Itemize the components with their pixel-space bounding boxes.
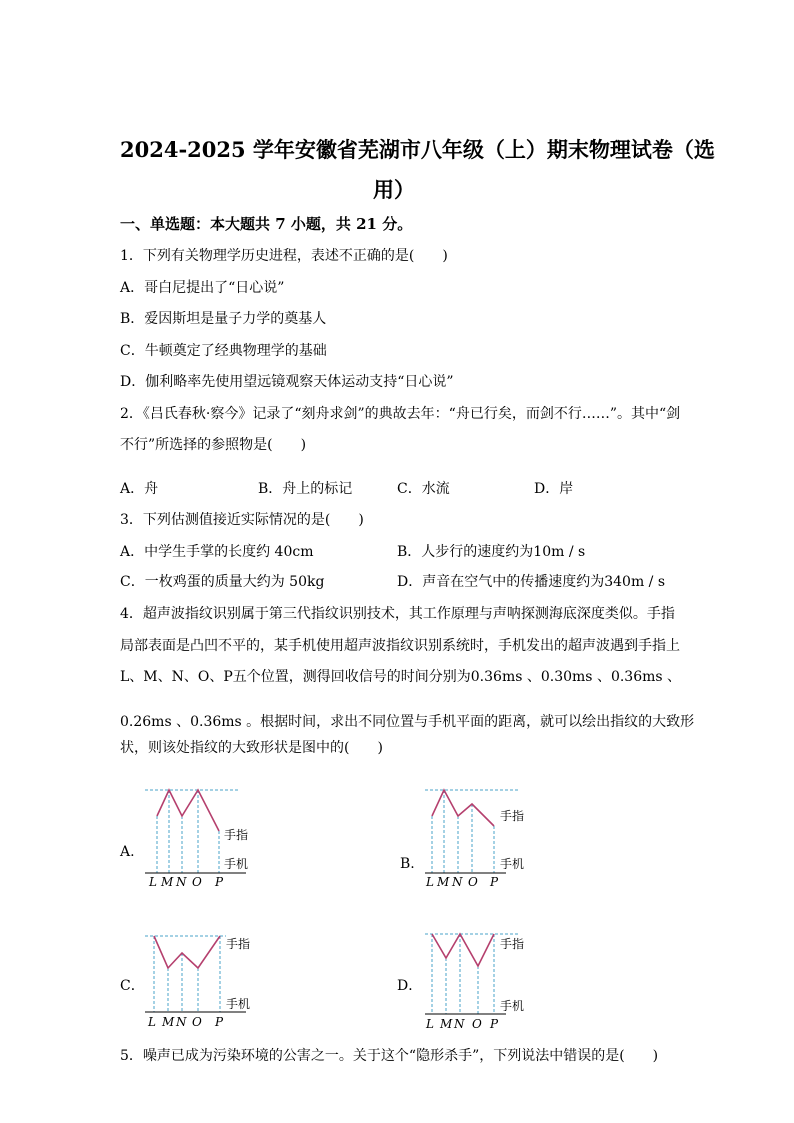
phone-label: 手机 [224,857,249,871]
q2-stem-line1: 2．《吕氏春秋·察今》记录了“刻舟求剑”的典故去年：“舟已行矣，而剑不行……”。其中“剑 [120,406,681,422]
pt-o: O [192,875,202,889]
q3-option-c: C．一枚鸡蛋的质量大约为 50kg [120,574,325,590]
section-heading: 一、单选题：本大题共 7 小题，共 21 分。 [120,215,413,233]
finger-label: 手指 [226,937,251,951]
q1-option-c: C．牛顿奠定了经典物理学的基础 [120,343,327,359]
q1-option-b: B．爱因斯坦是量子力学的奠基人 [120,311,327,327]
q2-stem-line2: 不行”所选择的参照物是( ) [120,437,307,453]
q4-option-a-label: A. [120,844,135,860]
pt-n: N [452,875,463,889]
pt-l: L [149,875,157,889]
pt-o: O [468,875,478,889]
q4-stem-line3: L、M、N、O、P五个位置，测得回收信号的时间分别为0.36ms 、0.30ms 、0.36ms 、 [120,669,682,685]
pt-m: M [437,875,450,889]
finger-label: 手指 [224,828,249,842]
q4-stem-line4: 0.26ms 、0.36ms 。根据时间，求出不同位置与手机平面的距离，就可以绘出指纹的大致形 [120,714,695,730]
phone-label: 手机 [226,997,251,1011]
pt-n: N [176,1015,187,1029]
q4-option-b-label: B. [400,856,415,872]
q4-stem-line1: 4．超声波指纹识别属于第三代指纹识别技术，其工作原理与声呐探测海底深度类似。手指 [120,606,675,622]
pt-l: L [148,1015,156,1029]
phone-label: 手机 [500,857,525,871]
q3-stem: 3．下列估测值接近实际情况的是( ) [120,512,364,528]
q1-stem: 1．下列有关物理学历史进程，表述不正确的是( ) [120,248,448,264]
q1-option-d: D．伽利略率先使用望远镜观察天体运动支持“日心说” [120,374,454,390]
page-title: 2024-2025 学年安徽省芜湖市八年级（上）期末物理试卷（选 [120,137,715,162]
q3-option-b: B．人步行的速度约为10m / s [397,544,586,560]
q1-option-a: A．哥白尼提出了“日心说” [120,280,285,296]
q4-option-c-label: C． [120,978,145,994]
fingerprint-figure-d[interactable] [420,926,540,1034]
fingerprint-figure-b[interactable] [420,782,540,890]
finger-label: 手指 [500,937,525,951]
q4-stem-line2: 局部表面是凸凹不平的，某手机使用超声波指纹识别系统时，手机发出的超声波遇到手指上 [120,638,680,654]
q5-stem: 5．噪声已成为污染环境的公害之一。关于这个“隐形杀手”，下列说法中错误的是( ) [120,1048,659,1064]
q2-option-d: D．岸 [534,481,574,497]
q4-option-d-label: D． [397,978,423,994]
q2-option-b: B．舟上的标记 [258,481,353,497]
pt-l: L [426,875,434,889]
finger-label: 手指 [500,809,525,823]
pt-n: N [454,1017,465,1031]
fingerprint-figure-a[interactable] [140,782,260,890]
page-title-cont: 用） [373,177,415,202]
pt-l: L [426,1017,434,1031]
pt-o: O [192,1015,202,1029]
pt-p: P [490,1017,499,1031]
pt-p: P [490,875,499,889]
pt-m: M [162,1015,175,1029]
q3-option-d: D．声音在空气中的传播速度约为340m / s [397,574,666,590]
pt-m: M [440,1017,453,1031]
fingerprint-figure-c[interactable] [140,928,260,1032]
q3-option-a: A．中学生手掌的长度约 40cm [120,544,314,560]
pt-m: M [161,875,174,889]
q4-stem-line5: 状，则该处指纹的大致形状是图中的( ) [120,740,383,756]
q2-option-c: C．水流 [397,481,450,497]
pt-p: P [215,875,224,889]
pt-o: O [472,1017,482,1031]
phone-label: 手机 [500,999,525,1013]
pt-n: N [176,875,187,889]
q2-option-a: A．舟 [120,481,159,497]
pt-p: P [215,1015,224,1029]
